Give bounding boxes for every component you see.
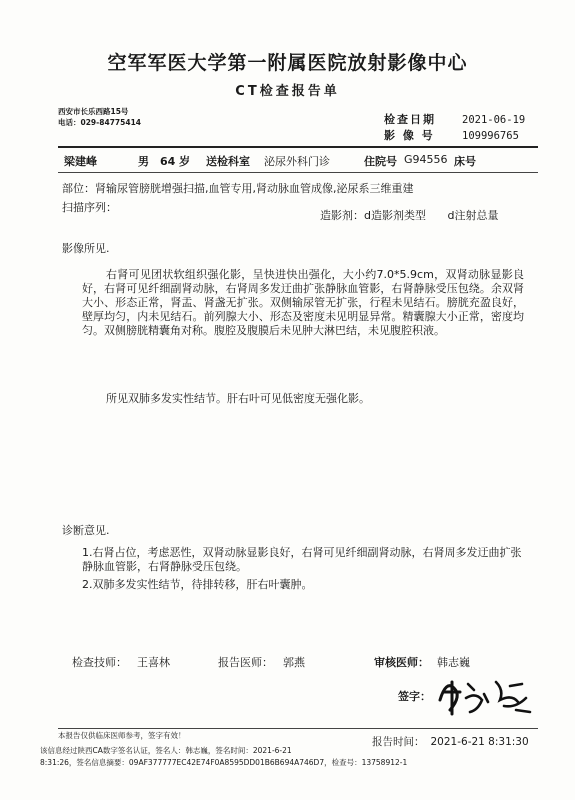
review-doctor-name: 韩志巍 bbox=[437, 656, 470, 669]
report-doctor-name: 郭燕 bbox=[283, 656, 305, 669]
contrast-type: d造影剂类型 bbox=[364, 209, 426, 222]
exam-meta-labels bbox=[384, 112, 436, 144]
exam-site-row bbox=[62, 180, 414, 196]
tech-name: 王喜林 bbox=[137, 656, 170, 669]
site-value: 肾输尿管膀胱增强扫描,血管专用,肾动脉血管成像,泌尿系三维重建 bbox=[95, 182, 414, 195]
findings-label: 影像所见. bbox=[62, 242, 110, 255]
report-time-row bbox=[372, 734, 529, 749]
diagnosis-label: 诊断意见. bbox=[62, 524, 110, 537]
patient-name: 梁建峰 bbox=[64, 155, 97, 168]
handwritten-signature bbox=[430, 670, 540, 718]
header-divider bbox=[58, 146, 538, 148]
patient-age: 64 岁 bbox=[160, 155, 191, 168]
contrast-dose: d注射总量 bbox=[447, 209, 499, 222]
tech-label: 检查技师： bbox=[72, 656, 127, 669]
report-time-label: 报告时间： bbox=[372, 736, 425, 748]
report-subtitle: CT检查报告单 bbox=[235, 84, 340, 99]
footer-note: 本报告仅供临床医师参考，签字有效！ bbox=[58, 731, 186, 740]
hospital-title: 空军军医大学第一附属医院放射影像中心 bbox=[107, 52, 468, 74]
scan-label: 扫描序列： bbox=[62, 201, 117, 214]
sign-label: 签字： bbox=[398, 690, 431, 703]
bed-label: 床号 bbox=[454, 155, 476, 168]
dept-value: 泌尿外科门诊 bbox=[264, 155, 330, 168]
review-doctor-row bbox=[374, 654, 470, 670]
image-no-label: 影 像 号 bbox=[384, 129, 435, 142]
ca-signature-line-2: 8:31:26，签名信息摘要：09AF377777EC42E74F0A8595DD01B6B694A746D7，检查号：13758912-1 bbox=[40, 758, 408, 767]
contrast-label: 造影剂： bbox=[320, 209, 364, 222]
report-time: 2021-6-21 8:31:30 bbox=[430, 736, 529, 748]
hospital-phone: 电话：029-84775414 bbox=[58, 118, 142, 127]
findings-paragraph-1: 右肾可见团状软组织强化影，呈快进快出强化，大小约7.0*5.9cm，双肾动脉显影良好，右肾可见纤细副肾动脉，右肾周多发迂曲扩张静脉血管影，右肾静脉受压包绕。余双肾大小、形态正常，肾盂、肾盏无扩张。双侧输尿管无扩张，行程未见结石。膀胱充盈良好，壁厚均匀，内未见结石。前列腺大小、形态及密度未见明显异常。精囊腺大小正常，密度均匀。双侧膀胱精囊角对称。腹腔及腹膜后未见肿大淋巴结，未见腹腔积液。 bbox=[82, 268, 524, 337]
review-doctor-label: 审核医师： bbox=[374, 656, 429, 669]
findings-paragraph-2: 所见双肺多发实性结节。肝右叶可见低密度无强化影。 bbox=[106, 392, 370, 405]
hospital-address: 西安市长乐西路15号 bbox=[58, 107, 129, 116]
contrast-row bbox=[320, 207, 498, 223]
patient-divider bbox=[58, 172, 538, 173]
ca-signature-line-1: 该信息经过陕西CA数字签名认证，签名人：韩志巍，签名时间：2021-6-21 bbox=[40, 746, 292, 755]
report-doctor-label: 报告医师： bbox=[218, 656, 273, 669]
inpatient-label: 住院号 bbox=[364, 155, 397, 168]
site-label: 部位： bbox=[62, 182, 95, 195]
footer-divider bbox=[58, 728, 538, 729]
exam-meta-values bbox=[462, 112, 525, 144]
report-doctor-row bbox=[218, 654, 305, 670]
patient-sex: 男 bbox=[138, 155, 149, 168]
dept-label: 送检科室 bbox=[206, 155, 250, 168]
diagnosis-item-2: 2.双肺多发实性结节，待排转移，肝右叶囊肿。 bbox=[82, 578, 313, 591]
inpatient-no: G94556 bbox=[404, 153, 448, 166]
image-no: 109996765 bbox=[462, 130, 519, 142]
tech-row bbox=[72, 654, 170, 670]
exam-date: 2021-06-19 bbox=[462, 114, 526, 126]
hospital-address-block bbox=[58, 106, 141, 128]
diagnosis-item-1: 1.右肾占位，考虑恶性，双肾动脉显影良好，右肾可见纤细副肾动脉，右肾周多发迂曲扩张静脉血管影，右肾静脉受压包绕。 bbox=[82, 546, 522, 573]
exam-date-label: 检查日期 bbox=[384, 113, 436, 126]
